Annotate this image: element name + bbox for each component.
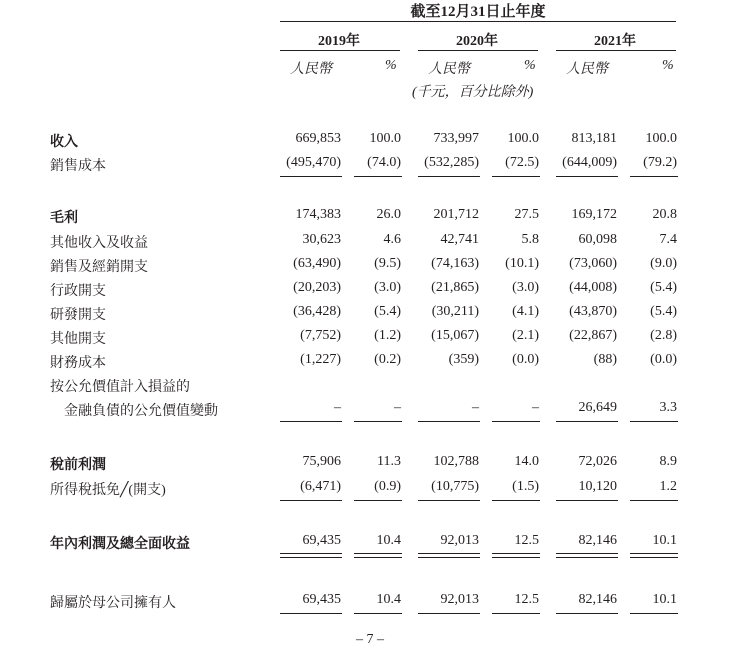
currency-label: 人民幣 [566, 62, 608, 77]
row-value: (9.0) [650, 256, 677, 271]
subtotal-rule [630, 500, 678, 501]
row-value: (72.5) [505, 155, 539, 170]
row-value: – [394, 400, 401, 415]
subtotal-rule [418, 421, 480, 422]
row-label: 按公允價值計入損益的 [50, 380, 190, 395]
row-value: (6,471) [300, 479, 341, 494]
row-value: 174,383 [295, 207, 341, 222]
total-rule [354, 553, 402, 554]
row-label: 收入 [50, 135, 78, 150]
total-rule [280, 553, 342, 554]
row-value: (22,867) [569, 328, 617, 343]
unit-note: (千元，百分比除外) [412, 85, 534, 100]
row-label: 其他開支 [50, 332, 106, 347]
subtotal-rule [418, 176, 480, 177]
row-value: (5.4) [650, 304, 677, 319]
row-value: 4.6 [383, 232, 401, 247]
row-value: (20,203) [293, 280, 341, 295]
row-value: (4.1) [512, 304, 539, 319]
row-value: (1,227) [300, 352, 341, 367]
percent-label: % [662, 58, 674, 73]
subtotal-rule [630, 176, 678, 177]
period-underline [280, 21, 676, 22]
subtotal-rule [556, 500, 618, 501]
row-value: 11.3 [377, 454, 401, 469]
total-rule [556, 557, 618, 558]
row-value: 72,026 [578, 454, 617, 469]
total-rule [492, 553, 540, 554]
row-value: (44,008) [569, 280, 617, 295]
row-value: (3.0) [374, 280, 401, 295]
row-value: 12.5 [514, 592, 539, 607]
row-value: (2.1) [512, 328, 539, 343]
year-header: 2021年 [594, 34, 636, 49]
row-value: 8.9 [659, 454, 677, 469]
row-value: (36,428) [293, 304, 341, 319]
row-value: (63,490) [293, 256, 341, 271]
subtotal-rule [354, 176, 402, 177]
row-label: 行政開支 [50, 284, 106, 299]
year-header: 2019年 [318, 34, 360, 49]
row-value: 12.5 [514, 533, 539, 548]
row-value: (0.0) [512, 352, 539, 367]
subtotal-rule [280, 500, 342, 501]
percent-label: % [385, 58, 397, 73]
row-value: 169,172 [571, 207, 617, 222]
period-heading: 截至12月31日止年度 [410, 4, 546, 20]
row-value: 14.0 [514, 454, 539, 469]
year-underline [280, 50, 400, 51]
row-value: (0.9) [374, 479, 401, 494]
subtotal-rule [280, 176, 342, 177]
row-value: (0.2) [374, 352, 401, 367]
row-value: (0.0) [650, 352, 677, 367]
row-label: 年內利潤及總全面收益 [50, 537, 190, 552]
total-rule [418, 557, 480, 558]
row-value: 1.2 [659, 479, 677, 494]
row-value: (359) [448, 352, 479, 367]
row-value: (73,060) [569, 256, 617, 271]
subtotal-rule [492, 421, 540, 422]
subtotal-rule [418, 500, 480, 501]
row-value: 92,013 [440, 592, 479, 607]
row-value: 82,146 [578, 592, 617, 607]
row-value: 27.5 [514, 207, 539, 222]
row-label: 所得稅抵免╱(開支) [50, 483, 166, 498]
total-rule [280, 557, 342, 558]
row-label: 研發開支 [50, 308, 106, 323]
subtotal-rule [354, 613, 402, 614]
subtotal-rule [354, 500, 402, 501]
subtotal-rule [418, 613, 480, 614]
row-value: 10.1 [652, 533, 677, 548]
row-value: (30,211) [431, 304, 479, 319]
row-value: 92,013 [440, 533, 479, 548]
row-value: 100.0 [369, 131, 401, 146]
row-value: (3.0) [512, 280, 539, 295]
row-value: (10,775) [431, 479, 479, 494]
row-value: 5.8 [521, 232, 539, 247]
row-value: (495,470) [286, 155, 341, 170]
row-value: 733,997 [433, 131, 479, 146]
subtotal-rule [492, 613, 540, 614]
total-rule [492, 557, 540, 558]
total-rule [556, 553, 618, 554]
row-label: 金融負債的公允價值變動 [64, 404, 218, 419]
subtotal-rule [556, 421, 618, 422]
row-value: 30,623 [302, 232, 341, 247]
total-rule [418, 553, 480, 554]
row-label: 銷售成本 [50, 159, 106, 174]
row-value: (88) [593, 352, 617, 367]
row-value: 813,181 [571, 131, 617, 146]
row-value: (15,067) [431, 328, 479, 343]
row-value: (1.2) [374, 328, 401, 343]
row-value: 69,435 [302, 592, 341, 607]
row-value: (74.0) [367, 155, 401, 170]
row-value: 201,712 [433, 207, 479, 222]
row-value: 10.4 [376, 592, 401, 607]
subtotal-rule [354, 421, 402, 422]
row-label: 銷售及經銷開支 [50, 260, 148, 275]
row-value: 10,120 [578, 479, 617, 494]
row-value: 82,146 [578, 533, 617, 548]
year-underline [418, 50, 538, 51]
row-value: 100.0 [645, 131, 677, 146]
row-value: 102,788 [433, 454, 479, 469]
row-value: 10.1 [652, 592, 677, 607]
row-value: (532,285) [424, 155, 479, 170]
page-number: – 7 – [356, 632, 384, 647]
subtotal-rule [556, 176, 618, 177]
currency-label: 人民幣 [290, 62, 332, 77]
subtotal-rule [492, 500, 540, 501]
row-value: 100.0 [507, 131, 539, 146]
row-value: (1.5) [512, 479, 539, 494]
row-value: (5.4) [650, 280, 677, 295]
year-underline [556, 50, 676, 51]
row-value: 75,906 [302, 454, 341, 469]
subtotal-rule [280, 613, 342, 614]
row-label: 毛利 [50, 211, 78, 226]
row-value: (10.1) [505, 256, 539, 271]
row-value: 69,435 [302, 533, 341, 548]
subtotal-rule [556, 613, 618, 614]
row-value: (79.2) [643, 155, 677, 170]
subtotal-rule [280, 421, 342, 422]
subtotal-rule [492, 176, 540, 177]
row-value: (7,752) [300, 328, 341, 343]
subtotal-rule [630, 613, 678, 614]
total-rule [354, 557, 402, 558]
row-value: (43,870) [569, 304, 617, 319]
row-value: (74,163) [431, 256, 479, 271]
row-value: (9.5) [374, 256, 401, 271]
row-value: (21,865) [431, 280, 479, 295]
row-value: 10.4 [376, 533, 401, 548]
subtotal-rule [630, 421, 678, 422]
row-value: (644,009) [562, 155, 617, 170]
row-value: – [532, 400, 539, 415]
row-value: 26,649 [578, 400, 617, 415]
row-value: 3.3 [659, 400, 677, 415]
row-value: – [334, 400, 341, 415]
row-value: – [472, 400, 479, 415]
currency-label: 人民幣 [428, 62, 470, 77]
row-label: 財務成本 [50, 356, 106, 371]
row-label: 其他收入及收益 [50, 236, 148, 251]
row-label: 稅前利潤 [50, 458, 106, 473]
total-rule [630, 553, 678, 554]
row-value: 7.4 [659, 232, 677, 247]
percent-label: % [524, 58, 536, 73]
row-value: (5.4) [374, 304, 401, 319]
row-value: 26.0 [376, 207, 401, 222]
row-value: 669,853 [295, 131, 341, 146]
row-value: (2.8) [650, 328, 677, 343]
row-label: 歸屬於母公司擁有人 [50, 596, 176, 611]
year-header: 2020年 [456, 34, 498, 49]
row-value: 60,098 [578, 232, 617, 247]
row-value: 42,741 [440, 232, 479, 247]
row-value: 20.8 [652, 207, 677, 222]
total-rule [630, 557, 678, 558]
